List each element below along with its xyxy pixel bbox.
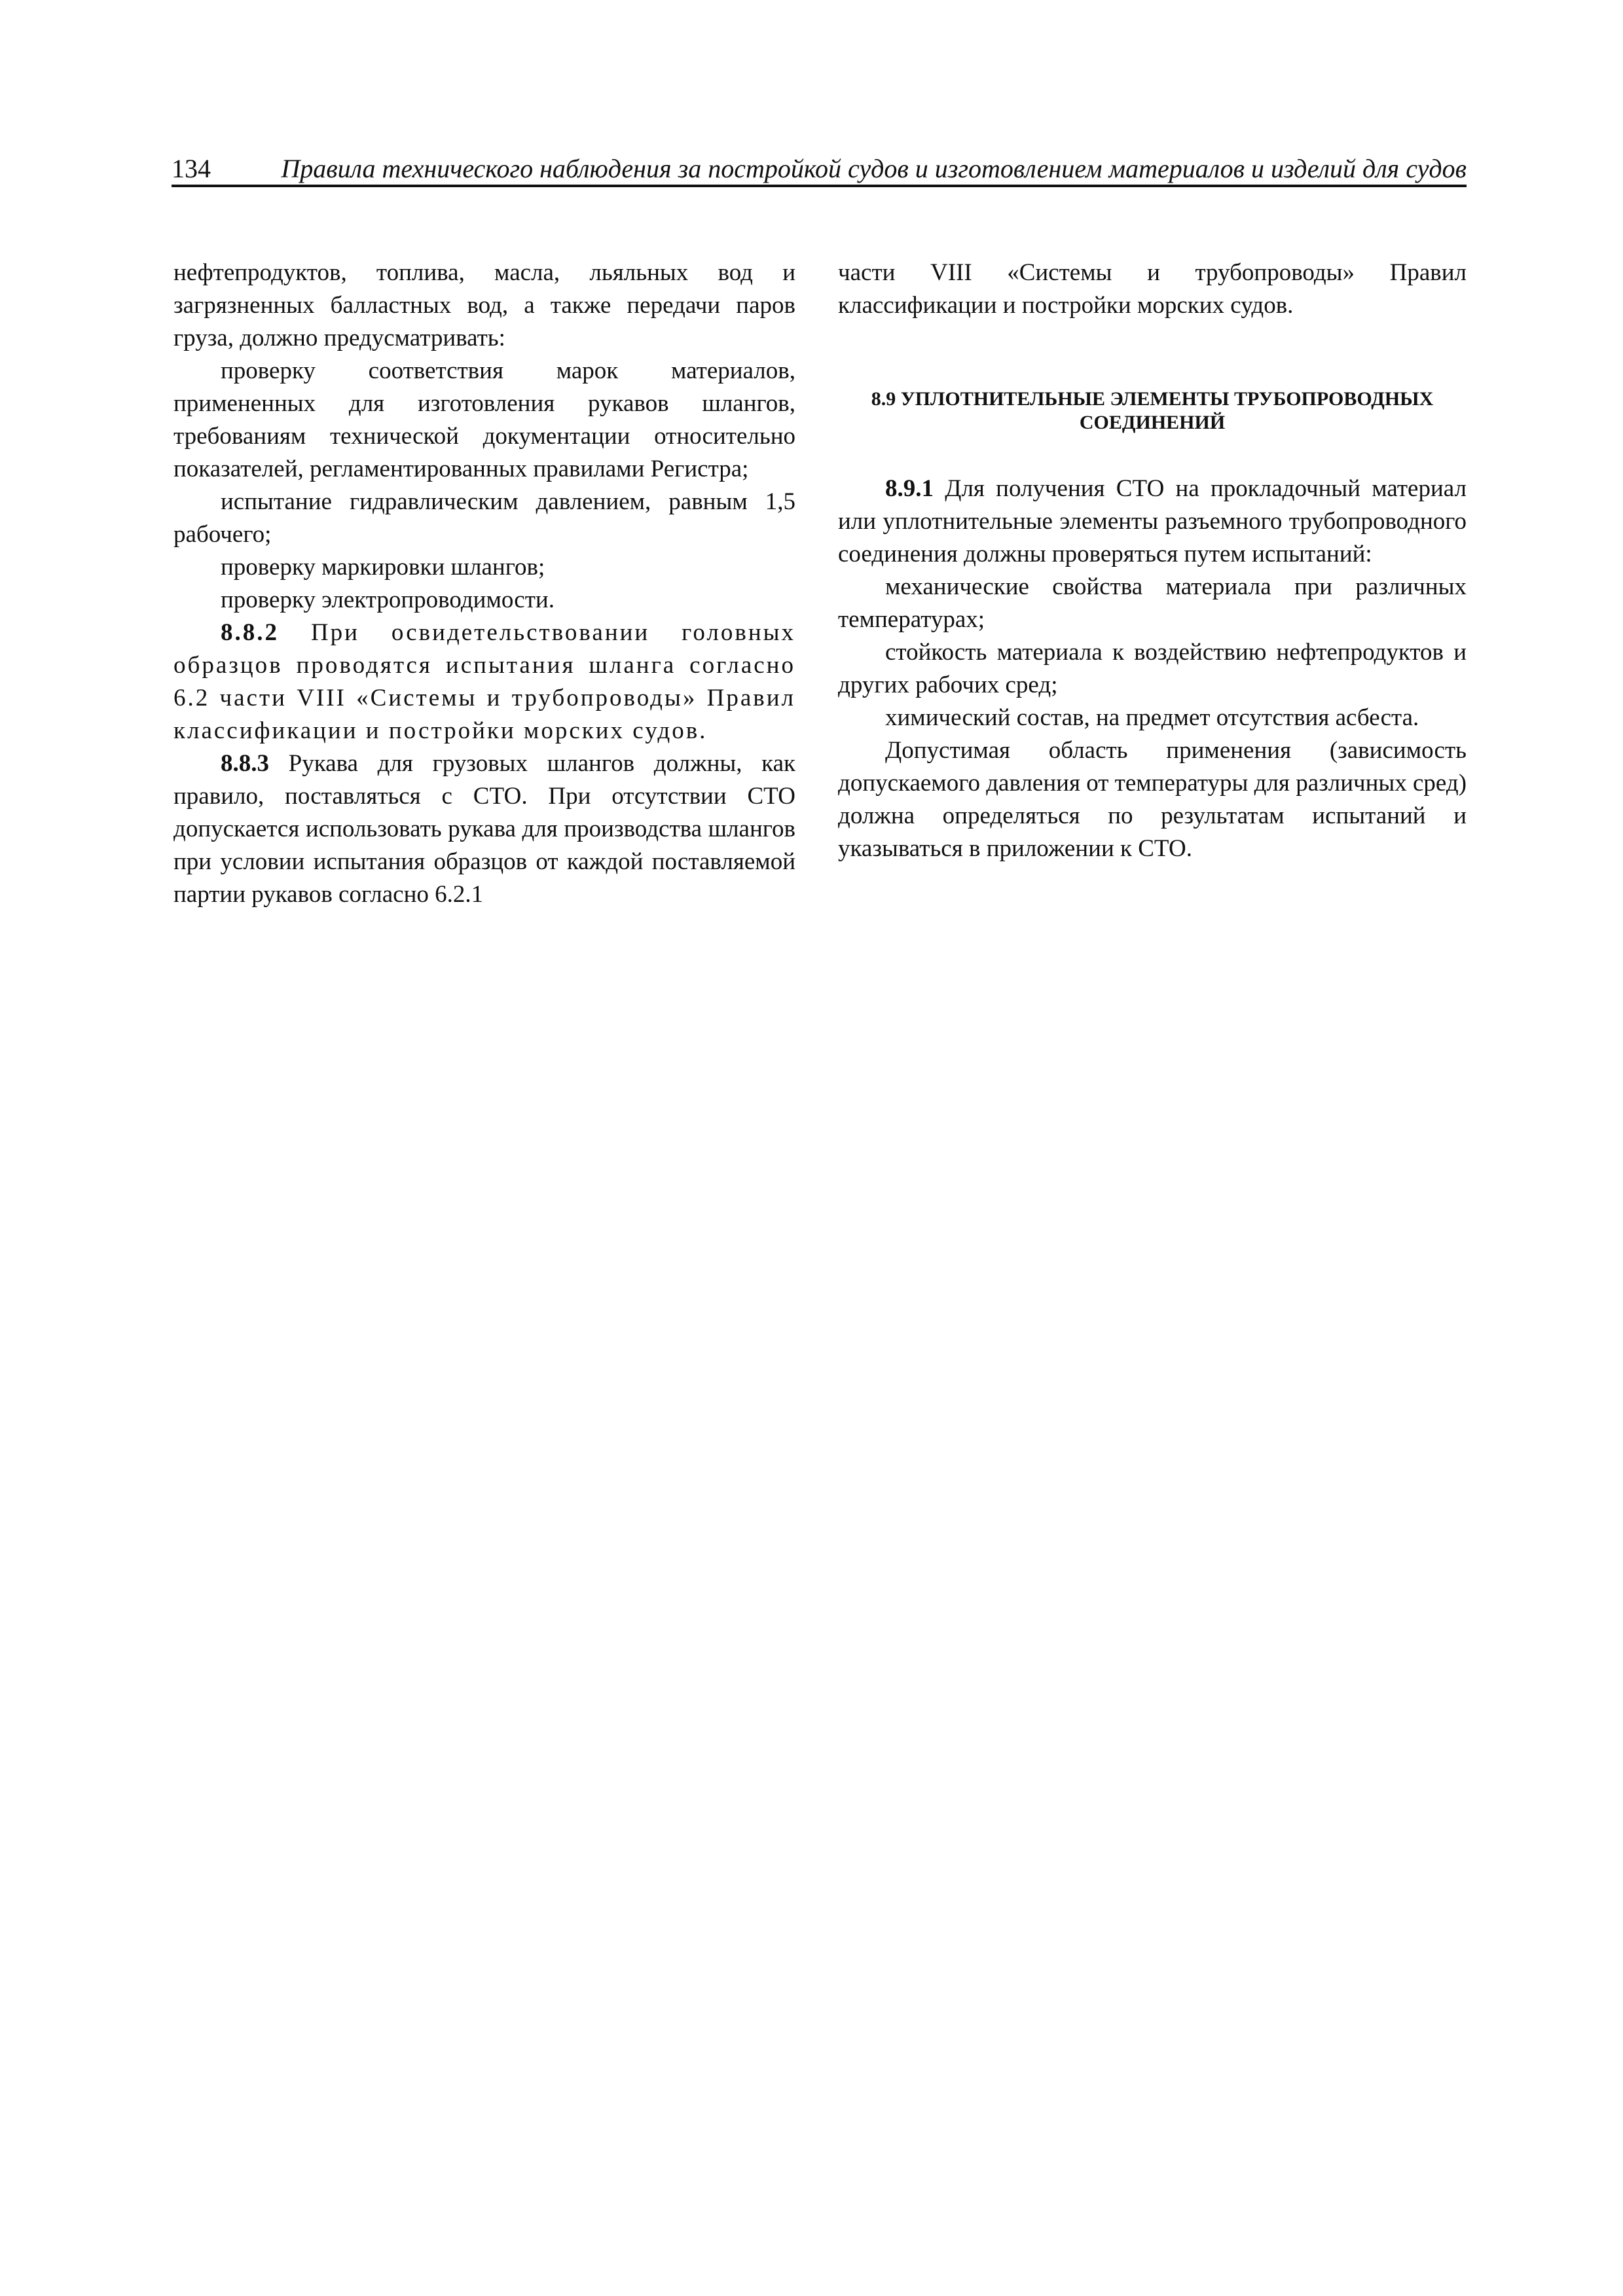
paragraph: химический состав, на предмет отсутствия асбеста. xyxy=(885,704,1419,731)
paragraph: испытание гидравлическим давлением, равным 1,5 рабочего; xyxy=(173,488,795,548)
page-header xyxy=(172,145,1467,187)
clause-number: 8.9.1 xyxy=(885,475,934,502)
paragraph: нефтепродуктов, топлива, масла, льяльных вод и загрязненных балластных вод, а также передачи паров груза, должно предусматривать: xyxy=(173,259,795,351)
paragraph: проверку маркировки шлангов; xyxy=(221,554,545,581)
running-title: Правила технического наблюдения за постройкой судов и изготовлением материалов и изделий для судов xyxy=(281,154,1467,183)
paragraph: механические свойства материала при различных температурах; xyxy=(838,573,1467,633)
paragraph: части VIII «Системы и трубопроводы» Правил классификации и постройки морских судов. xyxy=(838,259,1467,319)
paragraph: проверку соответствия марок материалов, примененных для изготовления рукавов шлангов, требованиям технической документации относительно показателей, регламентированных правилами Регистра; xyxy=(173,357,795,482)
paragraph: проверку электропроводимости. xyxy=(221,586,555,613)
paragraph: Допустимая область применения (зависимость допускаемого давления от температуры для различных сред) должна определяться по результатам испытаний и указываться в приложении к СТО. xyxy=(838,737,1467,862)
page-number: 134 xyxy=(172,154,211,183)
clause-text: При освидетельствовании головных образцов проводятся испытания шланга согласно 6.2 части VIII «Системы и трубопроводы» Правил классификации и постройки морских судов. xyxy=(173,619,795,744)
paragraph-8-8-2 xyxy=(173,617,795,747)
section-heading: 8.9 УПЛОТНИТЕЛЬНЫЕ ЭЛЕМЕНТЫ ТРУБОПРОВОДНЫХ СОЕДИНЕНИЙ xyxy=(871,388,1434,433)
paragraph: стойкость материала к воздействию нефтепродуктов и других рабочих сред; xyxy=(838,639,1467,698)
clause-number: 8.8.3 xyxy=(221,750,269,777)
left-column xyxy=(173,257,795,911)
right-column xyxy=(838,257,1467,865)
clause-number: 8.8.2 xyxy=(221,619,279,646)
clause-text: Рукава для грузовых шлангов должны, как правило, поставляться с СТО. При отсутствии СТО допускается использовать рукава для производства шлангов при условии испытания образцов от каждой поставляемой партии рукавов согласно 6.2.1 xyxy=(173,750,795,908)
clause-text: Для получения СТО на прокладочный материал или уплотнительные элементы разъемного трубопроводного соединения должны проверяться путем испытаний: xyxy=(838,475,1467,567)
paragraph-8-8-3 xyxy=(173,747,795,911)
paragraph-8-9-1 xyxy=(838,473,1467,571)
